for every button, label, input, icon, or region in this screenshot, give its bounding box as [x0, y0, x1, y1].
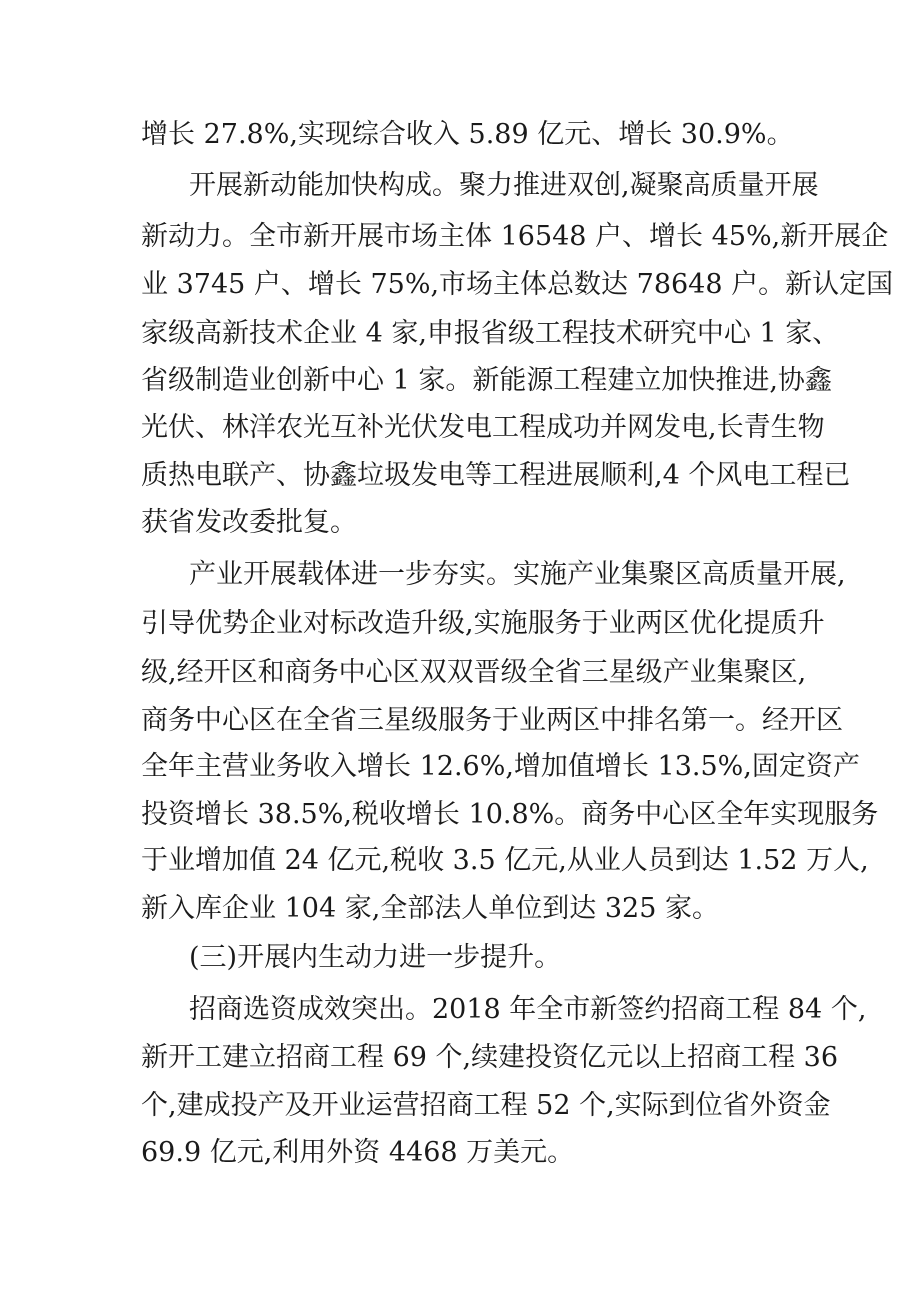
paragraph-start: 产业开展载体进一步夯实。实施产业集聚区高质量开展, [189, 559, 846, 590]
text-line: 业 3745 户、增长 75%,市场主体总数达 78648 户。新认定国 [141, 269, 894, 300]
text-line: 新开工建立招商工程 69 个,续建投资亿元以上招商工程 36 [141, 1042, 839, 1073]
paragraph-start: 开展新动能加快构成。聚力推进双创,凝聚高质量开展 [189, 170, 819, 201]
text-line: 增长 27.8%,实现综合收入 5.89 亿元、增长 30.9%。 [141, 119, 794, 150]
text-line: 家级高新技术企业 4 家,申报省级工程技术研究中心 1 家、 [141, 318, 840, 349]
text-line: 商务中心区在全省三星级服务于业两区中排名第一。经开区 [141, 705, 843, 736]
text-line: 全年主营业务收入增长 12.6%,增加值增长 13.5%,固定资产 [141, 751, 860, 782]
section-heading: (三)开展内生动力进一步提升。 [189, 942, 562, 973]
text-line: 于业增加值 24 亿元,税收 3.5 亿元,从业人员到达 1.52 万人, [141, 845, 869, 876]
text-line: 引导优势企业对标改造升级,实施服务于业两区优化提质升 [141, 608, 825, 639]
text-line: 新入库企业 104 家,全部法人单位到达 325 家。 [141, 893, 719, 924]
text-line: 级,经开区和商务中心区双双晋级全省三星级产业集聚区, [141, 657, 807, 688]
text-line: 质热电联产、协鑫垃圾发电等工程进展顺利,4 个风电工程已 [141, 460, 851, 491]
text-line: 69.9 亿元,利用外资 4468 万美元。 [141, 1137, 575, 1168]
text-line: 新动力。全市新开展市场主体 16548 户、增长 45%,新开展企 [141, 221, 889, 252]
text-line: 光伏、林洋农光互补光伏发电工程成功并网发电,长青生物 [141, 412, 825, 443]
text-line: 获省发改委批复。 [141, 507, 357, 538]
text-line: 个,建成投产及开业运营招商工程 52 个,实际到位省外资金 [141, 1090, 831, 1121]
paragraph-start: 招商选资成效突出。2018 年全市新签约招商工程 84 个, [189, 994, 867, 1025]
text-line: 省级制造业创新中心 1 家。新能源工程建立加快推进,协鑫 [141, 365, 832, 396]
text-line: 投资增长 38.5%,税收增长 10.8%。商务中心区全年实现服务 [141, 799, 879, 830]
